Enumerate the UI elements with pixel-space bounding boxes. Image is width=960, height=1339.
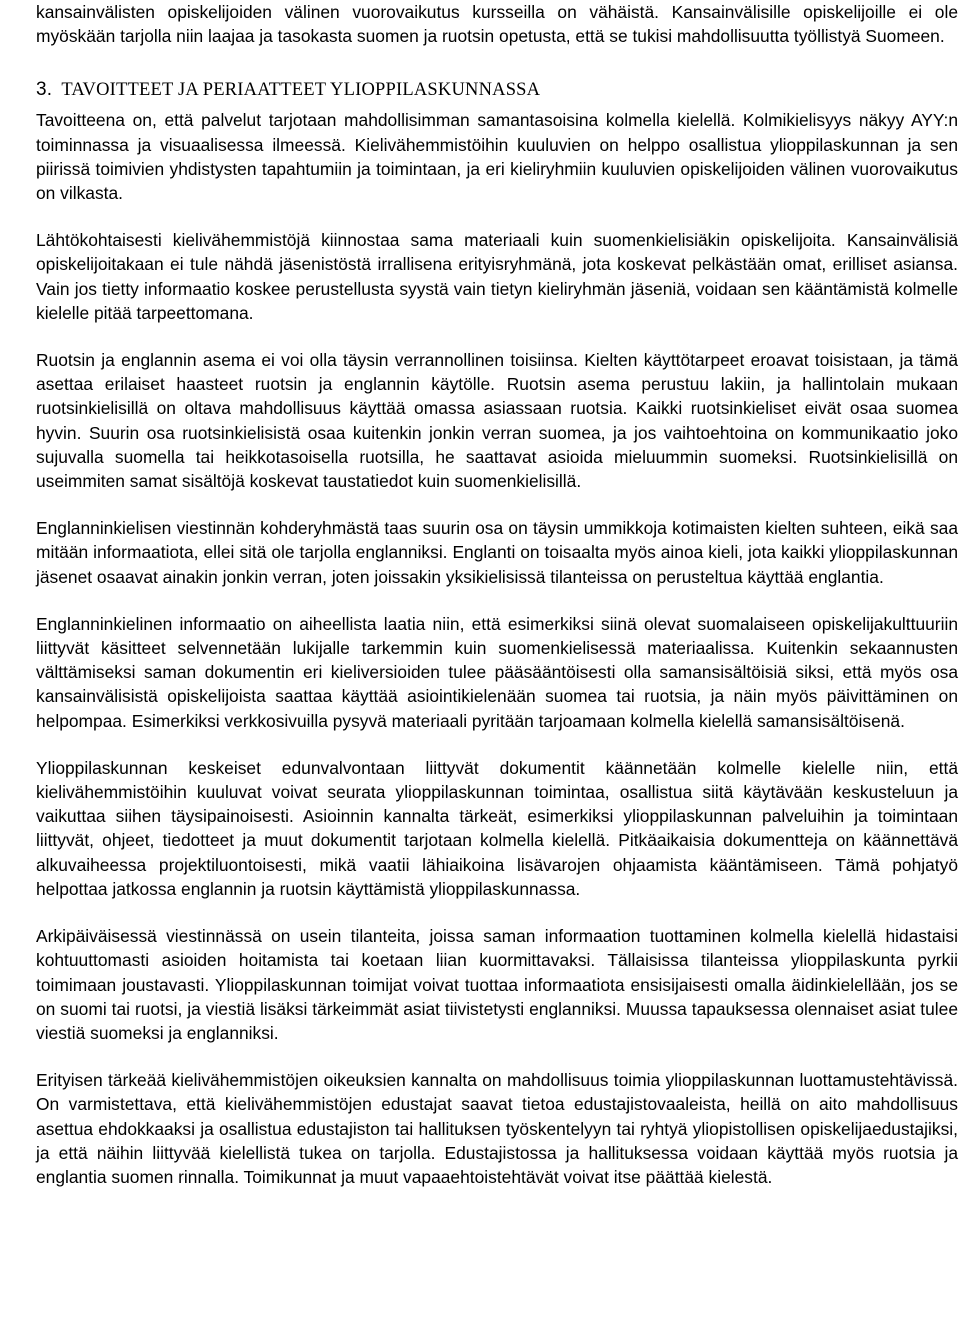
paragraph-positions-of-trust: Erityisen tärkeää kielivähemmistöjen oikeuksien kannalta on mahdollisuus toimia ylioppilaskunnan luottamustehtävissä. On varmistettava, että kielivähemmistöjen edustajat saavat tietoa edustajistovaaleista, heillä on aito mahdollisuus asettua ehdokkaaksi ja osallistua edustajiston tai hallituksen työskentelyyn tai ryhtyä yliopistollisen opiskelijaedustajiksi, ja että näihin liittyvää kielellistä tukea on tarjolla. Edustajistossa ja hallituksessa voidaan käyttää myös ruotsia ja englantia suomen rinnalla. Toimikunnat ja muut vapaaehtoistehtävät voivat itse päättää kielestä. (36, 1070, 958, 1187)
paragraph-same-material: Lähtökohtaisesti kielivähemmistöjä kiinnostaa sama materiaali kuin suomenkielisiäkin opiskelijoita. Kansainvälisiä opiskelijoitakaan ei tule nähdä jäsenistöstä irrallisena erityisryhmänä, jota koskevat pelkästään omat, erilliset asiansa. Vain jos tietty informaatio koskee perustellusta syystä vain tietyn kieliryhmän jäseniä, voidaan sen kääntämistä kolmelle kielelle pitää tarpeettomana. (36, 230, 958, 323)
paragraph-key-documents: Ylioppilaskunnan keskeiset edunvalvontaan liittyvät dokumentit käännetään kolmelle kielelle niin, että kielivähemmistöihin kuuluvat voivat seurata ylioppilaskunnan toimintaa, osallistua siitä käytävään keskusteluun ja vaikuttaa siihen täysipainoisesti. Asioinnin kannalta tärkeät, esimerkiksi ylioppilaskunnan palveluihin ja toimintaan liittyvät, ohjeet, tiedotteet ja muut dokumentit tarjotaan kolmella kielellä. Pitkäaikaisia dokumentteja on käännettävä alkuvaiheessa projektiluontoisesti, mikä vaatii lähiaikoina lisävarojen ohjaamista kääntämiseen. Tämä pohjatyö helpottaa jatkossa englannin ja ruotsin käyttämistä ylioppilaskunnassa. (36, 757, 958, 899)
section-title: TAVOITTEET JA PERIAATTEET YLIOPPILASKUNNASSA (61, 80, 541, 101)
paragraph-everyday-communication: Arkipäiväisessä viestinnässä on usein tilanteita, joissa saman informaation tuottaminen kolmella kielellä hidastaisi kohtuuttomasti asioiden hoitamista tai koetaan liian kuormittavaksi. Tällaisissa tilanteissa ylioppilaskunta pyrkii toimimaan joustavasti. Ylioppilaskunnan toimijat voivat tuottaa informaatiota ensisijaisesti omalla äidinkielellään, jos se on suomi tai ruotsi, ja viestiä lisäksi tärkeimmät asiat tiivistetysti englanniksi. Muussa tapauksessa olennaiset asiat tulee viestiä suomeksi ja englanniksi. (36, 926, 958, 1043)
section-heading (36, 76, 958, 104)
paragraph-swedish-english: Ruotsin ja englannin asema ei voi olla täysin verrannollinen toisiinsa. Kielten käyttötarpeet eroavat toisistaan, ja tämä asettaa erilaiset haasteet ruotsin ja englannin käytölle. Ruotsin asema perustuu lakiin, ja hallintolain mukaan ruotsinkielisillä on oltava mahdollisuus käyttää omassa asiassaan ruotsia. Kaikki ruotsinkieliset eivät osaa suomea hyvin. Suurin osa ruotsinkielisistä osaa kuitenkin jonkin verran suomea, ja jos vaihtoehtoina on kommunikaatio joko sujuvalla suomella tai heikkotasoisella ruotsilla, he saattavat asioida mieluummin suomeksi. Ruotsinkielisillä on useimmiten samat sisältöjä koskevat taustatiedot kuin suomenkielisillä. (36, 350, 958, 492)
section-number: 3. (36, 79, 53, 101)
intro-paragraph: kansainvälisten opiskelijoiden välinen vuorovaikutus kursseilla on vähäistä. Kansainvälisille opiskelijoille ei ole myöskään tarjolla niin laajaa ja tasokasta suomen ja ruotsin opetusta, että se tukisi mahdollisuutta työllistyä Suomeen. (36, 2, 958, 47)
paragraph-objective: Tavoitteena on, että palvelut tarjotaan mahdollisimman samantasoisina kolmella kielellä. Kolmikielisyys näkyy AYY:n toiminnassa ja visuaalisessa ilmeessä. Kielivähemmistöihin kuuluvien on helppo osallistua ylioppilaskunnan ja sen piirissä toimivien yhdistysten tapahtumiin ja toimintaan, ja eri kieliryhmiin kuuluvien opiskelijoiden välinen vuorovaikutus on vilkasta. (36, 110, 958, 204)
document-page (36, 0, 958, 1189)
paragraph-english-audience: Englanninkielisen viestinnän kohderyhmästä taas suurin osa on täysin ummikkoja kotimaisten kielten suhteen, eikä saa mitään informaatiota, ellei sitä ole tarjolla englanniksi. Englanti on toisaalta myös ainoa kieli, jota kaikki ylioppilaskunnan jäsenet osaavat ainakin jonkin verran, joten joissakin yksikielisissä tilanteissa on perusteltua käyttää englantia. (36, 518, 958, 587)
paragraph-english-information: Englanninkielinen informaatio on aiheellista laatia niin, että esimerkiksi siinä olevat suomalaiseen opiskelijakulttuuriin liittyvät käsitteet selvennetään lukijalle tarkemmin kuin suomenkielisessä materiaalissa. Kuitenkin sekaannusten välttämiseksi saman dokumentin eri kieliversioiden tulee pääsääntöisesti olla samansisältöisiä siksi, että myös osa kansainvälisistä opiskelijoista saattaa käyttää asiointikielenään suomea tai ruotsia, ja näin myös päivittäminen on helpompaa. Esimerkiksi verkkosivuilla pysyvä materiaali pyritään tarjoamaan kolmella kielellä samansisältöisenä. (36, 613, 958, 731)
